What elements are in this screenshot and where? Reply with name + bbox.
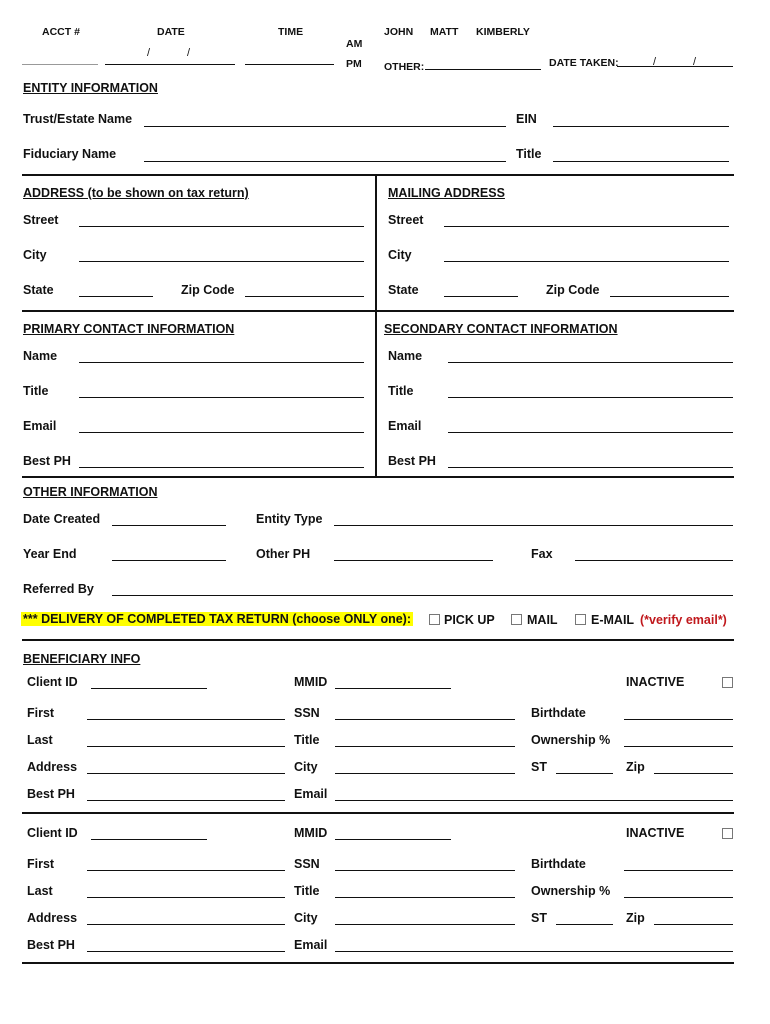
mailing-city-field[interactable] — [444, 261, 729, 262]
entity-heading: ENTITY INFORMATION — [23, 81, 158, 95]
date-sep-2: / — [187, 47, 191, 59]
primary-name-field[interactable] — [79, 362, 364, 363]
mailing-street-field[interactable] — [444, 226, 729, 227]
b1-st-label: ST — [531, 760, 547, 774]
email-checkbox[interactable] — [575, 614, 586, 625]
referred-by-field[interactable] — [112, 595, 733, 596]
b1-zip-label: Zip — [626, 760, 645, 774]
mailing-street-label: Street — [388, 213, 424, 227]
preparer-john: JOHN — [384, 26, 414, 38]
pickup-checkbox[interactable] — [429, 614, 440, 625]
address-state-field[interactable] — [79, 296, 153, 297]
date-taken-field[interactable] — [617, 66, 733, 67]
b1-ssn-field[interactable] — [335, 719, 515, 720]
b1-city-field[interactable] — [335, 773, 515, 774]
b2-mmid-field[interactable] — [335, 839, 451, 840]
date-taken-label: DATE TAKEN: — [549, 57, 619, 69]
date-created-label: Date Created — [23, 512, 101, 526]
other-heading: OTHER INFORMATION — [23, 485, 158, 499]
b2-client-id-label: Client ID — [27, 826, 78, 840]
b1-mmid-label: MMID — [294, 675, 328, 689]
b2-birthdate-field[interactable] — [624, 870, 733, 871]
primary-email-label: Email — [23, 419, 57, 433]
b1-first-field[interactable] — [87, 719, 285, 720]
primary-name-label: Name — [23, 349, 58, 363]
b2-city-field[interactable] — [335, 924, 515, 925]
other-ph-label: Other PH — [256, 547, 311, 561]
b2-inactive-label: INACTIVE — [626, 826, 685, 840]
b2-st-field[interactable] — [556, 924, 613, 925]
b1-address-field[interactable] — [87, 773, 285, 774]
b1-ssn-label: SSN — [294, 706, 320, 720]
time-field[interactable] — [245, 64, 334, 65]
trust-field[interactable] — [144, 126, 506, 127]
b1-st-field[interactable] — [556, 773, 613, 774]
secondary-title-label: Title — [388, 384, 414, 398]
acct-field[interactable] — [22, 64, 98, 65]
date-taken-sep-2: / — [693, 56, 697, 68]
ein-label: EIN — [516, 112, 537, 126]
b2-last-field[interactable] — [87, 897, 285, 898]
mailing-zip-label: Zip Code — [546, 283, 600, 297]
b2-address-field[interactable] — [87, 924, 285, 925]
other-field[interactable] — [425, 69, 541, 70]
address-street-label: Street — [23, 213, 59, 227]
b1-address-label: Address — [27, 760, 78, 774]
secondary-name-label: Name — [388, 349, 423, 363]
b1-ownership-field[interactable] — [624, 746, 733, 747]
delivery-label — [21, 612, 413, 626]
divider — [22, 812, 734, 814]
divider — [22, 962, 734, 964]
b1-client-id-field[interactable] — [91, 688, 207, 689]
fiduciary-title-field[interactable] — [553, 161, 729, 162]
b2-ownership-field[interactable] — [624, 897, 733, 898]
date-sep-1: / — [147, 47, 151, 59]
secondary-heading: SECONDARY CONTACT INFORMATION — [384, 322, 618, 336]
date-taken-sep-1: / — [653, 56, 657, 68]
b1-mmid-field[interactable] — [335, 688, 451, 689]
date-field[interactable] — [105, 64, 235, 65]
secondary-title-field[interactable] — [448, 397, 733, 398]
b2-phone-label: Best PH — [27, 938, 75, 952]
b1-last-label: Last — [27, 733, 53, 747]
b2-first-field[interactable] — [87, 870, 285, 871]
address-city-field[interactable] — [79, 261, 364, 262]
b1-client-id-label: Client ID — [27, 675, 78, 689]
address-street-field[interactable] — [79, 226, 364, 227]
b1-phone-label: Best PH — [27, 787, 75, 801]
preparer-matt: MATT — [430, 26, 459, 38]
b1-birthdate-field[interactable] — [624, 719, 733, 720]
b2-email-field[interactable] — [335, 951, 733, 952]
preparer-kimberly: KIMBERLY — [476, 26, 530, 38]
fax-field[interactable] — [575, 560, 733, 561]
b2-first-label: First — [27, 857, 55, 871]
year-end-label: Year End — [23, 547, 77, 561]
primary-title-label: Title — [23, 384, 49, 398]
b1-first-label: First — [27, 706, 55, 720]
b2-email-label: Email — [294, 938, 328, 952]
mail-label: MAIL — [527, 613, 558, 627]
b1-inactive-checkbox[interactable] — [722, 677, 733, 688]
primary-heading: PRIMARY CONTACT INFORMATION — [23, 322, 235, 336]
b1-birthdate-label: Birthdate — [531, 706, 586, 720]
b1-email-label: Email — [294, 787, 328, 801]
mailing-zip-field[interactable] — [610, 296, 729, 297]
primary-phone-label: Best PH — [23, 454, 71, 468]
b2-ssn-field[interactable] — [335, 870, 515, 871]
verify-email-note: (*verify email*) — [640, 613, 727, 627]
ein-field[interactable] — [553, 126, 729, 127]
b1-last-field[interactable] — [87, 746, 285, 747]
secondary-email-label: Email — [388, 419, 422, 433]
fax-label: Fax — [531, 547, 553, 561]
b1-ownership-label: Ownership % — [531, 733, 611, 747]
entity-type-field[interactable] — [334, 525, 733, 526]
acct-label: ACCT # — [42, 26, 80, 38]
beneficiary-heading: BENEFICIARY INFO — [23, 652, 141, 666]
trust-label: Trust/Estate Name — [23, 112, 133, 126]
b2-title-field[interactable] — [335, 897, 515, 898]
mailing-state-label: State — [388, 283, 419, 297]
date-label: DATE — [157, 26, 185, 38]
b2-last-label: Last — [27, 884, 53, 898]
b2-client-id-field[interactable] — [91, 839, 207, 840]
divider — [22, 310, 734, 312]
delivery-label-text: *** DELIVERY OF COMPLETED TAX RETURN (choose ONLY one): — [23, 612, 412, 626]
am-label: AM — [346, 38, 363, 50]
b2-st-label: ST — [531, 911, 547, 925]
pickup-label: PICK UP — [444, 613, 495, 627]
address-city-label: City — [23, 248, 47, 262]
b2-inactive-checkbox[interactable] — [722, 828, 733, 839]
b2-zip-label: Zip — [626, 911, 645, 925]
other-ph-field[interactable] — [334, 560, 493, 561]
b1-city-label: City — [294, 760, 318, 774]
secondary-phone-label: Best PH — [388, 454, 436, 468]
b2-mmid-label: MMID — [294, 826, 328, 840]
fiduciary-title-label: Title — [516, 147, 542, 161]
mail-checkbox[interactable] — [511, 614, 522, 625]
b1-phone-field[interactable] — [87, 800, 285, 801]
b1-title-field[interactable] — [335, 746, 515, 747]
b2-ssn-label: SSN — [294, 857, 320, 871]
divider — [22, 476, 734, 478]
column-divider — [375, 176, 377, 476]
mailing-city-label: City — [388, 248, 412, 262]
secondary-phone-field[interactable] — [448, 467, 733, 468]
primary-email-field[interactable] — [79, 432, 364, 433]
b2-phone-field[interactable] — [87, 951, 285, 952]
time-label: TIME — [278, 26, 304, 38]
date-created-field[interactable] — [112, 525, 226, 526]
b1-title-label: Title — [294, 733, 320, 747]
referred-by-label: Referred By — [23, 582, 94, 596]
address-zip-label: Zip Code — [181, 283, 235, 297]
b2-zip-field[interactable] — [654, 924, 733, 925]
fiduciary-field[interactable] — [144, 161, 506, 162]
other-label: OTHER: — [384, 61, 425, 73]
fiduciary-label: Fiduciary Name — [23, 147, 117, 161]
mailing-heading: MAILING ADDRESS — [388, 186, 505, 200]
b1-zip-field[interactable] — [654, 773, 733, 774]
b2-birthdate-label: Birthdate — [531, 857, 586, 871]
primary-title-field[interactable] — [79, 397, 364, 398]
divider — [22, 174, 734, 176]
pm-label: PM — [346, 58, 362, 70]
address-state-label: State — [23, 283, 54, 297]
b2-city-label: City — [294, 911, 318, 925]
b1-inactive-label: INACTIVE — [626, 675, 685, 689]
year-end-field[interactable] — [112, 560, 226, 561]
b1-email-field[interactable] — [335, 800, 733, 801]
b2-ownership-label: Ownership % — [531, 884, 611, 898]
primary-phone-field[interactable] — [79, 467, 364, 468]
divider — [22, 639, 734, 641]
b2-address-label: Address — [27, 911, 78, 925]
address-heading: ADDRESS (to be shown on tax return) — [23, 186, 249, 200]
b2-title-label: Title — [294, 884, 320, 898]
address-zip-field[interactable] — [245, 296, 364, 297]
secondary-email-field[interactable] — [448, 432, 733, 433]
email-label: E-MAIL — [591, 613, 635, 627]
entity-type-label: Entity Type — [256, 512, 323, 526]
secondary-name-field[interactable] — [448, 362, 733, 363]
mailing-state-field[interactable] — [444, 296, 518, 297]
